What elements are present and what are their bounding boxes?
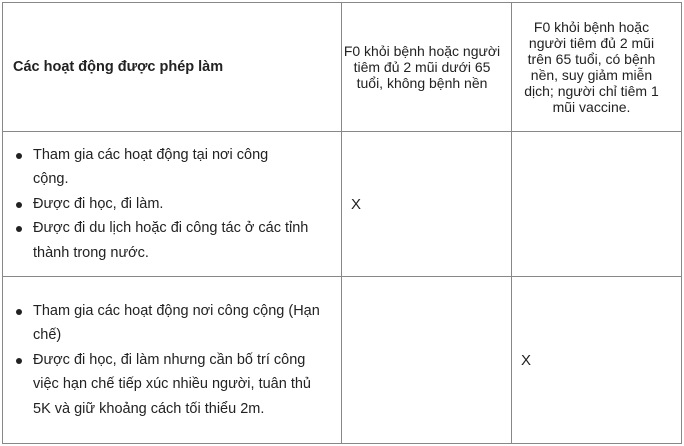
list-item bbox=[11, 299, 341, 348]
table-header-row bbox=[3, 3, 682, 132]
list-item bbox=[11, 192, 341, 217]
activity-text: Được đi du lịch hoặc đi công tác ở các tỉnh thành trong nước. bbox=[33, 220, 309, 261]
list-item bbox=[11, 348, 341, 422]
activity-text: Được đi học, đi làm nhưng cần bố trí công việc hạn chế tiếp xúc nhiều người, tuân thủ 5K và giữ khoảng cách tối thiểu 2m. bbox=[33, 351, 311, 417]
list-item bbox=[11, 216, 341, 265]
activity-list bbox=[3, 299, 341, 422]
bullet-icon bbox=[16, 358, 22, 364]
table-row bbox=[3, 277, 682, 444]
activity-text: Tham gia các hoạt động tại nơi công cộng. bbox=[33, 146, 269, 188]
mark-cell bbox=[512, 132, 682, 277]
mark-cell: X bbox=[342, 132, 512, 277]
header-group-2 bbox=[512, 3, 682, 132]
activity-list bbox=[3, 143, 341, 266]
bullet-icon bbox=[16, 202, 22, 208]
activity-text: Được đi học, đi làm. bbox=[33, 195, 164, 212]
header-activities: Các hoạt động được phép làm bbox=[3, 3, 342, 132]
header-group-1-text: F0 khỏi bệnh hoặc người tiêm đủ 2 mũi dưới 65 tuổi, không bệnh nền bbox=[343, 43, 501, 91]
activities-cell bbox=[3, 132, 342, 277]
bullet-icon bbox=[16, 153, 22, 159]
header-group-2-text: F0 khỏi bệnh hoặc người tiêm đủ 2 mũi trên 65 tuổi, có bệnh nền, suy giảm miễn dịch; người chỉ tiêm 1 mũi vaccine. bbox=[524, 19, 659, 115]
activities-table bbox=[2, 2, 682, 444]
header-group-1 bbox=[342, 3, 512, 132]
table-row bbox=[3, 132, 682, 277]
activity-text: Tham gia các hoạt động nơi công cộng (Hạn chế) bbox=[33, 302, 320, 344]
bullet-icon bbox=[16, 309, 22, 315]
mark-cell: X bbox=[512, 277, 682, 444]
mark-cell bbox=[342, 277, 512, 444]
list-item bbox=[11, 143, 341, 192]
activities-cell bbox=[3, 277, 342, 444]
bullet-icon bbox=[16, 226, 22, 232]
